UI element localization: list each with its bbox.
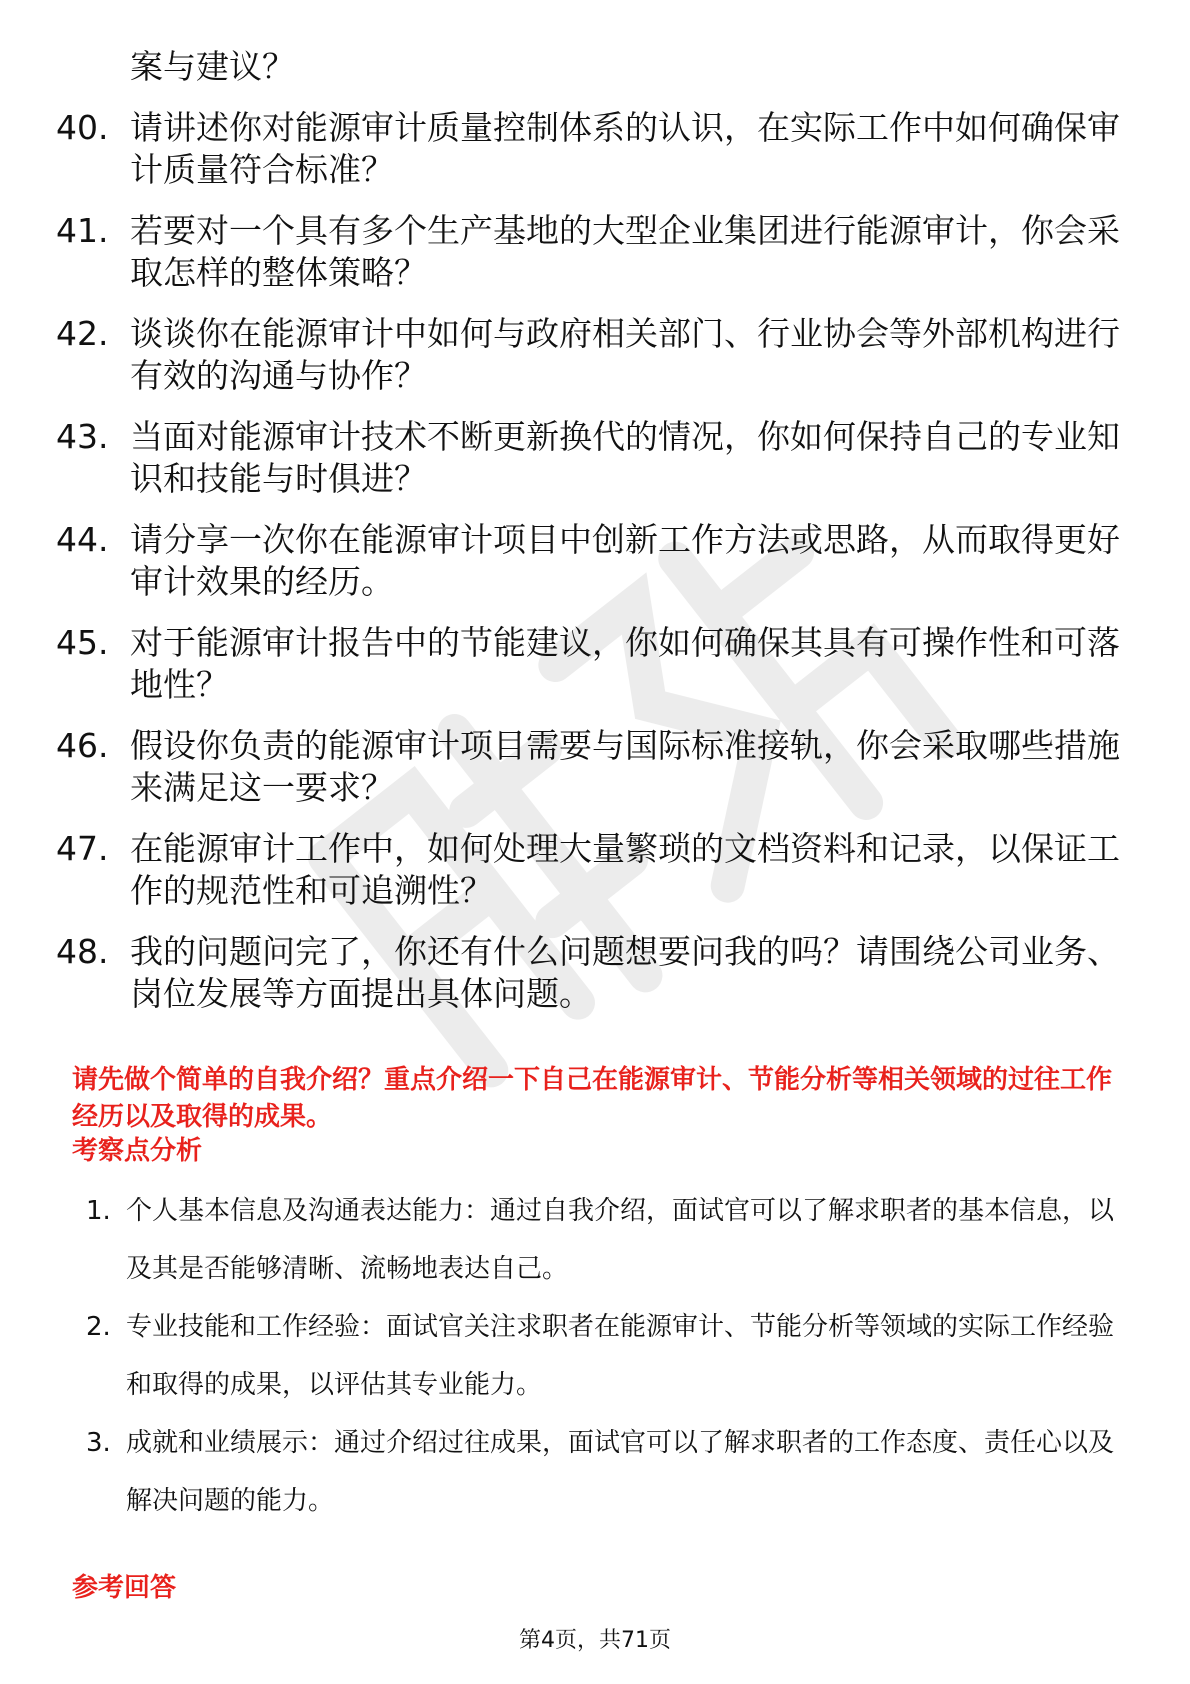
analysis-text: 个人基本信息及沟通表达能力：通过自我介绍，面试官可以了解求职者的基本信息，以及其是否能够清晰、流畅地表达自己。 [126, 1196, 1115, 1284]
list-item [86, 1182, 1126, 1298]
question-text: 请分享一次你在能源审计项目中创新工作方法或思路，从而取得更好审计效果的经历。 [130, 520, 1120, 601]
analysis-section-title: 考察点分析 [72, 1136, 203, 1166]
question-text: 若要对一个具有多个生产基地的大型企业集团进行能源审计，你会采取怎样的整体策略？ [130, 211, 1120, 292]
question-text: 请讲述你对能源审计质量控制体系的认识，在实际工作中如何确保审计质量符合标准？ [130, 108, 1120, 189]
list-item [86, 1298, 1126, 1414]
list-item [56, 725, 1146, 809]
answer-section-title: 参考回答 [72, 1573, 177, 1603]
question-number: 42. [56, 314, 109, 353]
list-item [56, 622, 1146, 706]
question-list [56, 46, 1146, 1034]
question-number: 41. [56, 211, 109, 250]
analysis-list [86, 1182, 1126, 1530]
question-number: 40. [56, 108, 109, 147]
analysis-text: 专业技能和工作经验：面试官关注求职者在能源审计、节能分析等领域的实际工作经验和取得的成果，以评估其专业能力。 [126, 1312, 1115, 1400]
featured-question: 请先做个简单的自我介绍？重点介绍一下自己在能源审计、节能分析等相关领域的过往工作经历以及取得的成果。 [72, 1065, 1113, 1132]
question-number: 43. [56, 417, 109, 456]
list-item [56, 931, 1146, 1015]
analysis-text: 成就和业绩展示：通过介绍过往成果，面试官可以了解求职者的工作态度、责任心以及解决问题的能力。 [126, 1428, 1115, 1516]
question-text: 案与建议？ [130, 47, 295, 86]
list-item [56, 210, 1146, 294]
question-number: 47. [56, 829, 109, 868]
page-number-footer: 第4页，共71页 [519, 1628, 671, 1653]
question-text: 在能源审计工作中，如何处理大量繁琐的文档资料和记录，以保证工作的规范性和可追溯性？ [130, 829, 1120, 910]
question-text: 我的问题问完了，你还有什么问题想要问我的吗？请围绕公司业务、岗位发展等方面提出具体问题。 [130, 932, 1120, 1013]
question-text: 假设你负责的能源审计项目需要与国际标准接轨，你会采取哪些措施来满足这一要求？ [130, 726, 1120, 807]
list-item [86, 1414, 1126, 1530]
question-number: 48. [56, 932, 109, 971]
list-item [56, 828, 1146, 912]
question-number: 44. [56, 520, 109, 559]
analysis-number: 1. [86, 1196, 111, 1226]
analysis-number: 3. [86, 1428, 111, 1458]
list-item [56, 107, 1146, 191]
question-number: 46. [56, 726, 109, 765]
analysis-number: 2. [86, 1312, 111, 1342]
list-item [56, 416, 1146, 500]
list-item [56, 313, 1146, 397]
list-item [56, 519, 1146, 603]
question-text: 当面对能源审计技术不断更新换代的情况，你如何保持自己的专业知识和技能与时俱进？ [130, 417, 1120, 498]
question-text: 谈谈你在能源审计中如何与政府相关部门、行业协会等外部机构进行有效的沟通与协作？ [130, 314, 1120, 395]
question-number: 45. [56, 623, 109, 662]
list-item [56, 46, 1146, 88]
question-text: 对于能源审计报告中的节能建议，你如何确保其具有可操作性和可落地性？ [130, 623, 1120, 704]
